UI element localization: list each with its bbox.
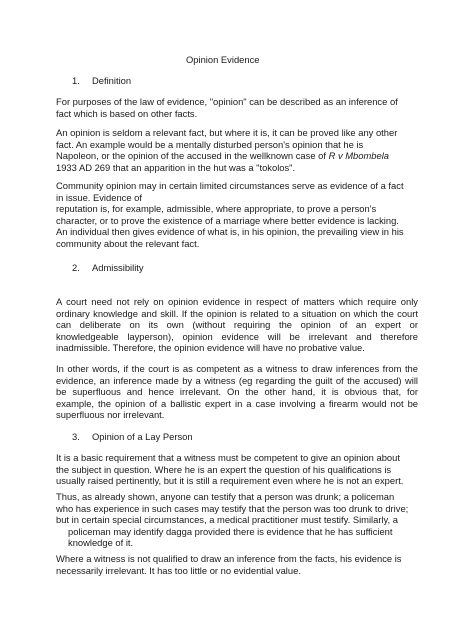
text-line: knowledge of it. bbox=[68, 537, 134, 549]
text-line: Napoleon, or the opinion of the accused in the wellknown case of bbox=[56, 150, 329, 162]
text-line: It is a basic requirement that a witness must be competent to give an opinion about bbox=[56, 452, 400, 463]
section-heading-lay-person bbox=[72, 431, 193, 443]
section-title: Admissibility bbox=[92, 262, 144, 273]
paragraph bbox=[56, 452, 403, 487]
text-line: but in certain special circumstances, a medical practitioner must testify. Similarly, a bbox=[56, 514, 398, 526]
text-line: A court need not rely on opinion evidence in respect of matters which require only bbox=[56, 296, 418, 307]
document-title: Opinion Evidence bbox=[186, 54, 260, 65]
paragraph bbox=[56, 296, 418, 354]
section-number: 2. bbox=[72, 262, 80, 273]
text-line: usually raised pertinently, but it is still a requirement even where he is not an expert. bbox=[56, 475, 404, 487]
text-line: necessarily irrelevant. It has too little or no evidential value. bbox=[56, 564, 301, 576]
text-line: reputation is, for example, admissible, where appropriate, to prove a person's bbox=[56, 203, 377, 215]
section-title: Opinion of a Lay Person bbox=[92, 431, 193, 442]
text-line: ordinary knowledge and skill. If the opinion is related to a situation on which the court bbox=[56, 307, 418, 319]
text-line: inadmissible. Therefore, the opinion evidence will have no probative value. bbox=[56, 342, 365, 354]
section-heading-definition bbox=[72, 75, 131, 87]
paragraph bbox=[56, 127, 397, 173]
text-line: superfluous nor irrelevant. bbox=[56, 409, 165, 421]
text-line: In other words, if the court is as competent as a witness to draw inferences from the bbox=[56, 363, 418, 374]
text-line: be superfluous and hence irrelevant. On the other hand, it is obvious that, for bbox=[56, 386, 418, 398]
text-line: fact. An example would be a mentally disturbed person's opinion that he is bbox=[56, 138, 364, 150]
text-line: evidence, an inference made by a witness (eg regarding the guilt of the accused) will bbox=[56, 374, 418, 386]
text-line-with-case bbox=[56, 150, 397, 162]
case-name: R v Mbombela bbox=[328, 150, 390, 162]
text-line: For purposes of the law of evidence, "opinion" can be described as an inference of bbox=[56, 96, 398, 107]
section-number: 1. bbox=[72, 75, 80, 86]
section-number: 3. bbox=[72, 431, 80, 442]
text-line: the subject in question. Where he is an expert the question of his qualifications is bbox=[56, 463, 392, 475]
paragraph bbox=[56, 491, 408, 549]
text-line: 1933 AD 269 that an apparition in the hut was a "tokolos". bbox=[56, 161, 296, 173]
paragraph bbox=[56, 96, 398, 119]
text-line: who has experience in such cases may testify that the person was too drunk to drive; bbox=[56, 502, 409, 514]
text-line: Where a witness is not qualified to draw an inference from the facts, his evidence is bbox=[56, 553, 402, 564]
text-line: can deliberate on its own (without requiring the opinion of an expert or bbox=[56, 319, 418, 331]
paragraph bbox=[56, 553, 401, 576]
text-line: policeman may identify dagga provided there is evidence that he has sufficient bbox=[68, 525, 393, 537]
section-heading-admissibility bbox=[72, 262, 144, 274]
text-line: fact which is based on other facts. bbox=[56, 107, 198, 119]
text-line: community about the relevant fact. bbox=[56, 237, 200, 249]
section-title: Definition bbox=[92, 75, 132, 86]
text-line: An individual then gives evidence of what is, in his opinion, the prevailing view in his bbox=[56, 226, 404, 238]
text-line: An opinion is seldom a relevant fact, but where it is, it can be proved like any other bbox=[56, 127, 398, 138]
text-line: Thus, as already shown, anyone can testify that a person was drunk; a policeman bbox=[56, 491, 395, 502]
paragraph bbox=[56, 363, 418, 421]
text-line: in issue. Evidence of bbox=[56, 191, 142, 203]
text-line: character, or to prove the existence of a marriage where better evidence is lacking. bbox=[56, 214, 399, 226]
text-line: example, the opinion of a ballistic expert in a case involving a firearm would not be bbox=[56, 397, 418, 409]
text-line: knowledgeable layperson), opinion evidence will be irrelevant and therefore bbox=[56, 330, 418, 342]
paragraph bbox=[56, 180, 404, 250]
text-line: Community opinion may in certain limited circumstances serve as evidence of a fact bbox=[56, 180, 404, 191]
